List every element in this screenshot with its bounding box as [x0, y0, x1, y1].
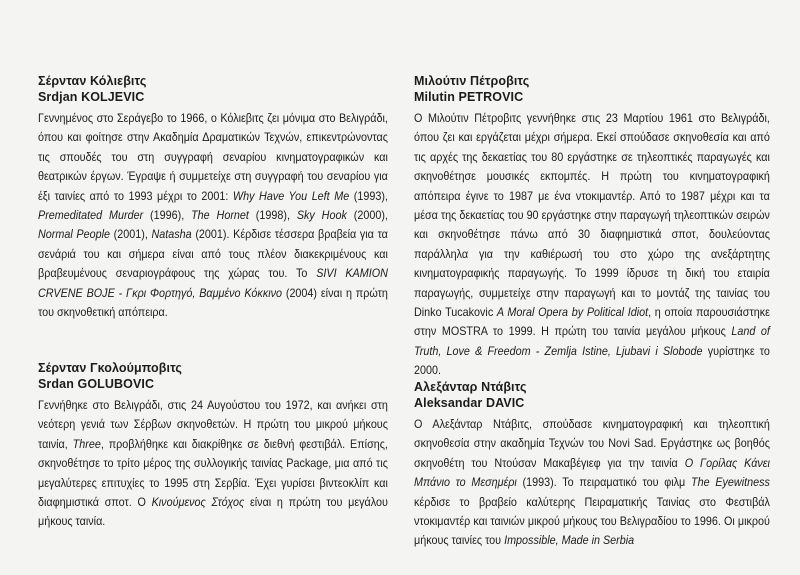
- bio-entry-petrovic: [414, 73, 770, 381]
- bio-text-run: (2000),: [346, 209, 388, 223]
- name-latin: Srdjan KOLJEVIC: [38, 90, 145, 104]
- bio-text: [414, 415, 770, 551]
- bio-text: [38, 109, 388, 322]
- bio-text-run: είναι η πρώτη του μεγάλου μήκους ταινία.: [38, 496, 388, 529]
- bio-text-run: κέρδισε το βραβείο καλύτερης Πειραματικής Ταινίας στο Φεστιβάλ ντοκιμαντέρ και ταινιών μικρού μήκους του Βελιγραδίου το 1996. Οι μικρού μήκους ταινίες του: [414, 495, 770, 548]
- italic-title: Κινούμενος Στόχος: [151, 496, 245, 510]
- italic-title: Premeditated Murder: [38, 209, 144, 223]
- bio-text: [414, 109, 770, 381]
- italic-title: The Hornet: [191, 209, 249, 223]
- bio-text-run: , η οποία παρουσιάστηκε στην MOSTRA το 1999. Η πρώτη του ταινία μεγάλου μήκους: [414, 306, 770, 339]
- bio-entry-davic: [414, 379, 770, 551]
- italic-title: Why Have You Left Me: [232, 189, 350, 203]
- italic-title: Sky Hook: [296, 209, 347, 223]
- italic-title: Natasha: [151, 228, 192, 242]
- bio-text-run: Ο Αλεξάνταρ Ντάβιτς, σπούδασε κινηματογραφική και τηλεοπτική σκηνοθεσία στην ακαδημία Τεχνών του Novi Sad. Εργάστηκε ως βοηθός σκηνοθέτη του Ντούσαν Μακαβέγιεφ για την ταινία: [414, 418, 770, 470]
- bio-text-run: (1993). Το πειραματικό του φιλμ: [516, 476, 692, 490]
- bio-text: [38, 396, 388, 532]
- italic-title: SIVI KAMION CRVENE BOJE - Γκρι Φορτηγό, Βαμμένο Κόκκινο: [38, 267, 388, 300]
- bio-text-run: (2004) είναι η πρώτη του σκηνοθετική απόπειρα.: [38, 286, 388, 320]
- name-latin: Milutin PETROVIC: [414, 90, 524, 104]
- bio-text-run: , προβλήθηκε και διακρίθηκε σε διεθνή φεστιβάλ. Επίσης, σκηνοθέτησε το τρίτο μέρος της συλλογικής ταινίας Package, μια από τις μεγαλύτερες επιτυχίες το 1995 στη Σερβία. Έχει γυρίσει βιντεοκλίπ και διαφημιστικά σποτ. Ο: [38, 437, 388, 510]
- bio-text-run: (1993),: [349, 189, 388, 203]
- italic-title: Normal People: [38, 228, 110, 242]
- name-greek: Σέρνταν Γκολούμποβιτς: [38, 361, 183, 375]
- bio-text-run: Γεννημένος στο Σεράγεβο το 1966, ο Κόλιεβιτς ζει μόνιμα στο Βελιγράδι, όπου και φοίτησε στην Ακαδημία Δραματικών Τεχνών, επικεντρώνοντας τις σπουδές του στη συγγραφή σεναρίου κινηματογραφικών και θεατρικών έργων. Έγραψε ή συμμετείχε στη συγγραφή του σεναρίου για έξι ταινίες από το 1993 μέχρι το 2001:: [38, 112, 388, 203]
- bio-text-run: Γεννήθηκε στο Βελιγράδι, στις 24 Αυγούστου του 1972, και ανήκει στη νεότερη γενιά των Σέρβων σκηνοθετών. Η πρώτη του μικρού μήκους ταινία,: [38, 399, 388, 451]
- name-greek: Αλεξάνταρ Ντάβιτς: [414, 380, 527, 394]
- italic-title: The Eyewitness: [691, 476, 770, 490]
- name-latin: Srdan GOLUBOVIC: [38, 377, 155, 391]
- name-greek: Σέρνταν Κόλιεβιτς: [38, 74, 147, 88]
- bio-text-run: (2001). Κέρδισε τέσσερα βραβεία για τα σενάριά του και σήμερα είναι από τους πλέον διακεκριμένους και βραβευμένους σεναριογράφους της χώρας του. Το: [38, 228, 388, 281]
- bio-text-run: Ο Μιλούτιν Πέτροβιτς γεννήθηκε στις 23 Μαρτίου 1961 στο Βελιγράδι, όπου ζει και εργάζεται μέχρι σήμερα. Εκεί σπούδασε σκηνοθεσία και από τις αρχές της δεκαετίας του 80 εργάστηκε σε τηλεοπτικές παραγωγές και σκηνοθέτησε μουσικές εκπομπές. Η πρώτη του κινηματογραφική απόπειρα έγινε το 1987 με ένα ντοκιμαντέρ. Από το 1987 μέχρι και τα μέσα της δεκαετίας του 90 εργάστηκε στην παραγωγή τηλεοπτικών σειρών και σκηνοθέτησε πάνω από 30 διαφημιστικά σποτ, δουλεύοντας παράλληλα για την καθιέρωσή του στο χώρο της ανεξάρτητης κινηματογραφικής παραγωγής. Το 1999 ίδρυσε τη δική του εταιρία παραγωγής, συμμετείχε στην παραγωγή και το μοντάζ της ταινίας του Dinko Tucakovic: [414, 112, 770, 320]
- bio-entry-golubovic: [38, 360, 388, 532]
- italic-title: Ο Γορίλας Κάνει Μπάνιο το Μεσημέρι: [414, 456, 770, 490]
- italic-title: Land of Truth, Love & Freedom - Zemlja Istine, Ljubavi i Slobode: [414, 325, 770, 358]
- bio-text-run: (1998),: [248, 209, 297, 223]
- italic-title: A Moral Opera by Political Idiot: [496, 306, 649, 320]
- italic-title: Impossible, Made in Serbia: [504, 534, 635, 548]
- bio-entry-koljevic: [38, 73, 388, 322]
- bio-text-run: (1996),: [143, 209, 192, 223]
- italic-title: Three: [72, 437, 101, 451]
- name-latin: Aleksandar DAVIC: [414, 396, 525, 410]
- bio-text-run: γυρίστηκε το 2000.: [414, 344, 770, 378]
- name-greek: Μιλούτιν Πέτροβιτς: [414, 74, 530, 88]
- bio-text-run: (2001),: [109, 228, 152, 242]
